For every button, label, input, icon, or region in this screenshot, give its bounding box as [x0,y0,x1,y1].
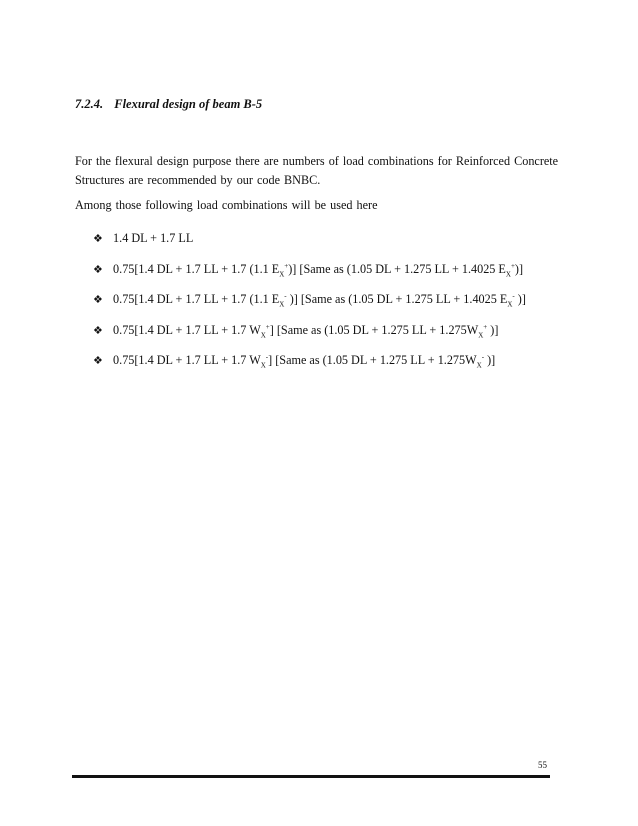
superscript: - [284,292,287,301]
subscript: X [260,361,266,370]
combination-equivalent: )] [Same as (1.05 DL + 1.275 LL + 1.4025 E [288,261,506,276]
combination-close: )] [484,353,496,368]
subscript: X [279,270,285,279]
superscript: - [512,292,515,301]
diamond-bullet-icon: ❖ [93,355,103,368]
list-item [93,229,573,260]
subscript: X [507,300,513,309]
list-item [93,351,573,382]
subscript: X [260,331,266,340]
list-item [93,290,573,321]
combination-close: )] [487,322,499,337]
intro-paragraph: For the flexural design purpose there are numbers of load combinations for Reinforced Concrete Structures are recommended by our code BNBC. [75,154,559,187]
section-heading [75,97,262,112]
diamond-bullet-icon: ❖ [93,294,103,307]
subscript: X [279,300,285,309]
superscript: - [265,353,269,362]
superscript: + [483,322,488,331]
list-item [93,260,573,291]
combination-text: 0.75[1.4 DL + 1.7 LL + 1.7 W [113,322,261,337]
subscript: X [478,331,484,340]
combination-equivalent: ] [Same as (1.05 DL + 1.275 LL + 1.275W [269,322,479,337]
diamond-bullet-icon: ❖ [93,324,103,337]
superscript: + [284,261,289,270]
subscript: X [505,270,511,279]
combinations-intro: Among those following load combinations will be used here [75,198,378,212]
footer-rule [72,775,550,778]
combination-text: 0.75[1.4 DL + 1.7 LL + 1.7 (1.1 E [113,261,280,276]
combination-equivalent: ] [Same as (1.05 DL + 1.275 LL + 1.275W [268,353,477,368]
diamond-bullet-icon: ❖ [93,263,103,276]
load-combination-list [93,229,573,382]
page-number: 55 [538,760,547,770]
superscript: - [481,353,485,362]
combination-equivalent: )] [Same as (1.05 DL + 1.275 LL + 1.4025 E [286,292,508,307]
superscript: + [265,322,270,331]
section-title: Flexural design of beam B-5 [114,97,263,111]
section-number: 7.2.4. [75,97,104,111]
list-item [93,321,573,352]
combination-text: 0.75[1.4 DL + 1.7 LL + 1.7 W [113,353,261,368]
combination-text: 0.75[1.4 DL + 1.7 LL + 1.7 (1.1 E [113,292,280,307]
combination-close: )] [514,292,526,307]
combination-text: 1.4 DL + 1.7 LL [113,231,194,245]
subscript: X [476,361,482,370]
superscript: + [510,261,515,270]
combination-close: )] [514,261,524,276]
diamond-bullet-icon: ❖ [93,233,103,245]
